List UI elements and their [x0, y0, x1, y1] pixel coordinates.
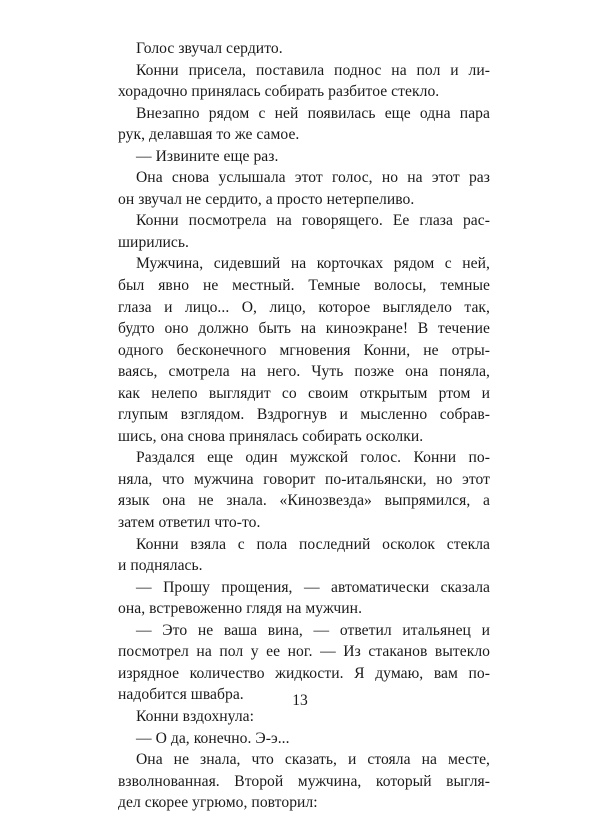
text-line: посмотрел на пол у ее ног. — Из стаканов вытекло — [118, 643, 490, 661]
text-line: одного бесконечного мгновения Конни, не отры- — [118, 341, 490, 359]
text-line: Она снова услышала этот голос, но на этот раз — [136, 169, 490, 187]
text-line: Она не знала, что сказать, и стояла на месте, — [136, 751, 490, 769]
text-line: Мужчина, сидевший на корточках рядом с ней, — [136, 255, 490, 273]
text-line: Раздался еще один мужской голос. Конни по- — [136, 449, 490, 467]
text-line: как нелепо выглядит со своим открытым ртом и — [118, 384, 490, 402]
text-line: хорадочно принялась собирать разбитое стекло. — [118, 83, 440, 101]
text-line: Голос звучал сердито. — [136, 40, 283, 57]
text-line: он звучал не сердито, а просто нетерпеливо. — [118, 190, 415, 208]
text-line: — О да, конечно. Э-э... — [136, 729, 290, 747]
text-line: глупым взглядом. Вздрогнув и мысленно собрав- — [118, 406, 490, 424]
text-line: изрядное количество жидкости. Я думаю, вам по- — [118, 664, 490, 682]
text-line: и поднялась. — [118, 557, 203, 575]
text-line: — Извините еще раз. — [136, 147, 279, 165]
text-line: будто оно должно быть на киноэкране! В течение — [118, 320, 490, 338]
text-line: ширились. — [118, 233, 190, 251]
text-line: — Прошу прощения, — автоматически сказала — [136, 578, 490, 596]
text-line: надобится швабра. — [118, 686, 244, 704]
text-line: Конни присела, поставила поднос на пол и ли- — [136, 61, 490, 79]
text-line: язык она не знала. «Кинозвезда» выпрямился, а — [118, 492, 490, 510]
text-line: дел скорее угрюмо, повторил: — [118, 794, 318, 812]
text-line: Конни взяла с пола последний осколок стекла — [136, 535, 490, 553]
text-line: няла, что мужчина говорит по-итальянски, но этот — [118, 470, 490, 488]
text-line: — Это не ваша вина, — ответил итальянец и — [136, 621, 490, 639]
text-line: шись, она снова принялась собирать осколки. — [118, 427, 424, 445]
text-line: был явно не местный. Темные волосы, темные — [118, 277, 490, 295]
text-line: затем ответил что-то. — [118, 514, 261, 532]
text-line: Конни посмотрела на говорящего. Ее глаза рас- — [136, 212, 490, 230]
text-line: взволнованная. Второй мужчина, который выгля- — [118, 772, 490, 790]
text-line: она, встревоженно глядя на мужчин. — [118, 600, 363, 618]
text-line: ваясь, смотрела на него. Чуть позже она поняла, — [118, 363, 490, 381]
text-line: глаза и лицо... О, лицо, которое выглядело так, — [118, 298, 490, 316]
text-line: Конни вздохнула: — [136, 707, 255, 725]
page-number: 13 — [292, 692, 308, 709]
text-line: рук, делавшая то же самое. — [118, 126, 300, 144]
text-line: Внезапно рядом с ней появилась еще одна пара — [136, 104, 490, 122]
